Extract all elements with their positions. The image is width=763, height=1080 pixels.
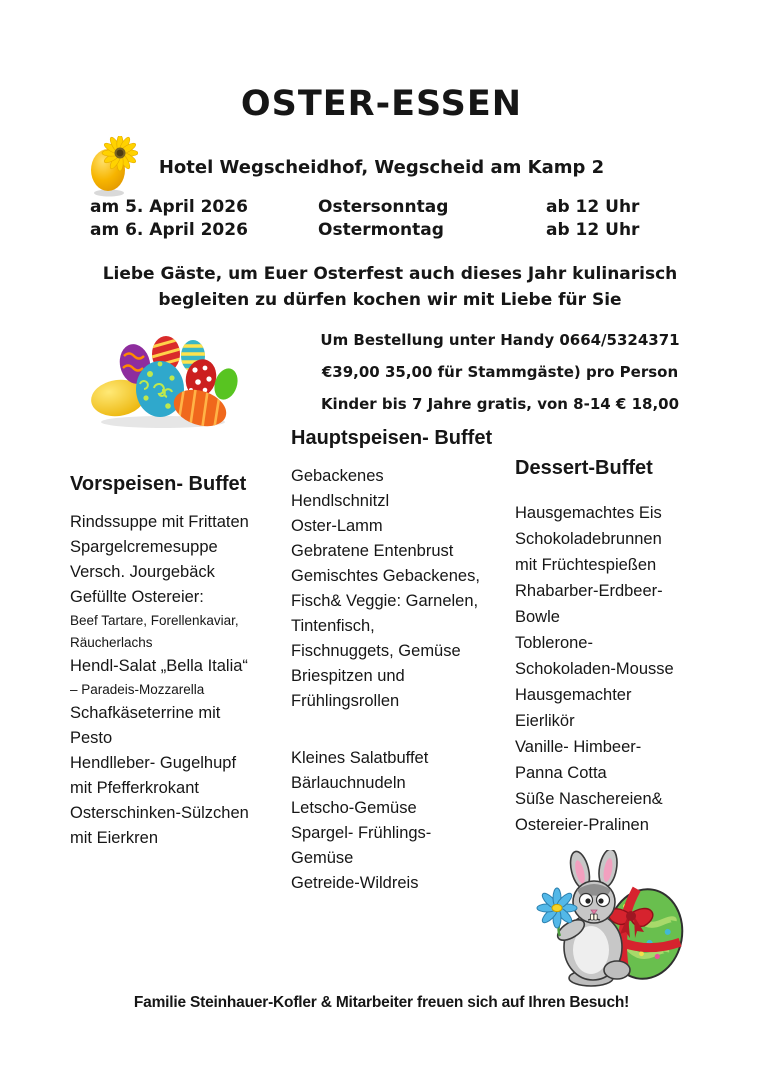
greeting — [0, 261, 763, 313]
menu-line: mit Früchtespießen — [515, 556, 657, 574]
hauptspeisen-list-1 — [291, 464, 513, 714]
menu-line: Frühlingsrollen — [291, 692, 400, 710]
booking-line: Um Bestellung unter Handy 0664/5324371 — [320, 331, 680, 349]
booking-line: Kinder bis 7 Jahre gratis, von 8-14 € 18,00 — [320, 395, 680, 413]
menu-line: Rhabarber-Erdbeer- — [515, 582, 663, 600]
menu-line: Letscho-Gemüse — [291, 799, 417, 817]
menu-line: Getreide-Wildreis — [291, 874, 419, 892]
menu-line: Gebratene Entenbrust — [291, 542, 454, 560]
menu-line: Hendlleber- Gugelhupf — [70, 754, 237, 772]
time-cell: ab 12 Uhr — [546, 220, 640, 240]
section-heading: Dessert-Buffet — [515, 457, 653, 479]
menu-line: Tintenfisch, — [291, 617, 375, 635]
date-row — [90, 219, 670, 242]
date-row — [90, 196, 670, 219]
section-heading: Vorspeisen- Buffet — [70, 473, 247, 495]
menu-line: Spargelcremesuppe — [70, 538, 218, 556]
venue-line: Hotel Wegscheidhof, Wegscheid am Kamp 2 — [158, 157, 605, 178]
greeting-line: begleiten zu dürfen kochen wir mit Liebe für Sie — [158, 290, 622, 310]
booking-line: €39,00 35,00 für Stammgäste) pro Person — [321, 363, 679, 381]
menu-line: Gemüse — [291, 849, 354, 867]
dessert-list — [515, 500, 720, 838]
section-heading: Hauptspeisen- Buffet — [291, 427, 493, 449]
easter-eggs-pile-icon — [88, 326, 238, 430]
hauptspeisen-list-2 — [291, 746, 513, 896]
date-cell: am 6. April 2026 — [90, 220, 248, 240]
page-title: OSTER-ESSEN — [240, 84, 523, 124]
menu-line: – Paradeis-Mozzarella — [70, 682, 205, 697]
vorspeisen-list — [70, 510, 290, 851]
menu-line: Spargel- Frühlings- — [291, 824, 432, 842]
dates-table — [90, 196, 670, 242]
menu-line: Hendl-Salat „Bella Italia“ — [70, 657, 248, 675]
menu-line: Gefüllte Ostereier: — [70, 588, 204, 606]
menu-line: Bärlauchnudeln — [291, 774, 406, 792]
menu-line: Hausgemachtes Eis — [515, 504, 662, 522]
menu-line: Räucherlachs — [70, 635, 153, 650]
menu-line: Rindssuppe mit Frittaten — [70, 513, 249, 531]
menu-line: Vanille- Himbeer- — [515, 738, 642, 756]
menu-line: Briespitzen und — [291, 667, 405, 685]
footer-line: Familie Steinhauer-Kofler & Mitarbeiter freuen sich auf Ihren Besuch! — [133, 994, 630, 1011]
day-cell: Ostermontag — [318, 220, 444, 240]
date-cell: am 5. April 2026 — [90, 197, 248, 217]
menu-line: Schafkäseterrine mit — [70, 704, 221, 722]
section-dessert — [515, 456, 720, 838]
menu-line: mit Eierkren — [70, 829, 159, 847]
menu-line: mit Pfefferkrokant — [70, 779, 199, 797]
menu-line: Oster-Lamm — [291, 517, 383, 535]
menu-line: Hausgemachter — [515, 686, 632, 704]
day-cell: Ostersonntag — [318, 197, 449, 217]
menu-line: Fisch& Veggie: Garnelen, — [291, 592, 479, 610]
menu-line: Eierlikör — [515, 712, 575, 730]
menu-line: Osterschinken-Sülzchen — [70, 804, 249, 822]
greeting-line: Liebe Gäste, um Euer Osterfest auch dieses Jahr kulinarisch — [102, 264, 678, 284]
menu-line: Fischnuggets, Gemüse — [291, 642, 461, 660]
section-hauptspeisen — [291, 426, 513, 896]
menu-line: Ostereier-Pralinen — [515, 816, 649, 834]
menu-line: Bowle — [515, 608, 560, 626]
section-vorspeisen — [70, 472, 290, 851]
menu-line: Pesto — [70, 729, 113, 747]
menu-line: Schokoladebrunnen — [515, 530, 662, 548]
menu-line: Hendlschnitzl — [291, 492, 390, 510]
menu-line: Schokoladen-Mousse — [515, 660, 674, 678]
menu-line: Süße Naschereien& — [515, 790, 663, 808]
menu-line: Gemischtes Gebackenes, — [291, 567, 480, 585]
time-cell: ab 12 Uhr — [546, 197, 640, 217]
menu-line: Beef Tartare, Forellenkaviar, — [70, 613, 239, 628]
menu-line: Versch. Jourgebäck — [70, 563, 215, 581]
menu-line: Gebackenes — [291, 467, 384, 485]
booking-info — [300, 324, 700, 420]
menu-line: Kleines Salatbuffet — [291, 749, 429, 767]
menu-line: Panna Cotta — [515, 764, 607, 782]
easter-bunny-icon — [533, 850, 698, 990]
menu-line: Toblerone- — [515, 634, 593, 652]
